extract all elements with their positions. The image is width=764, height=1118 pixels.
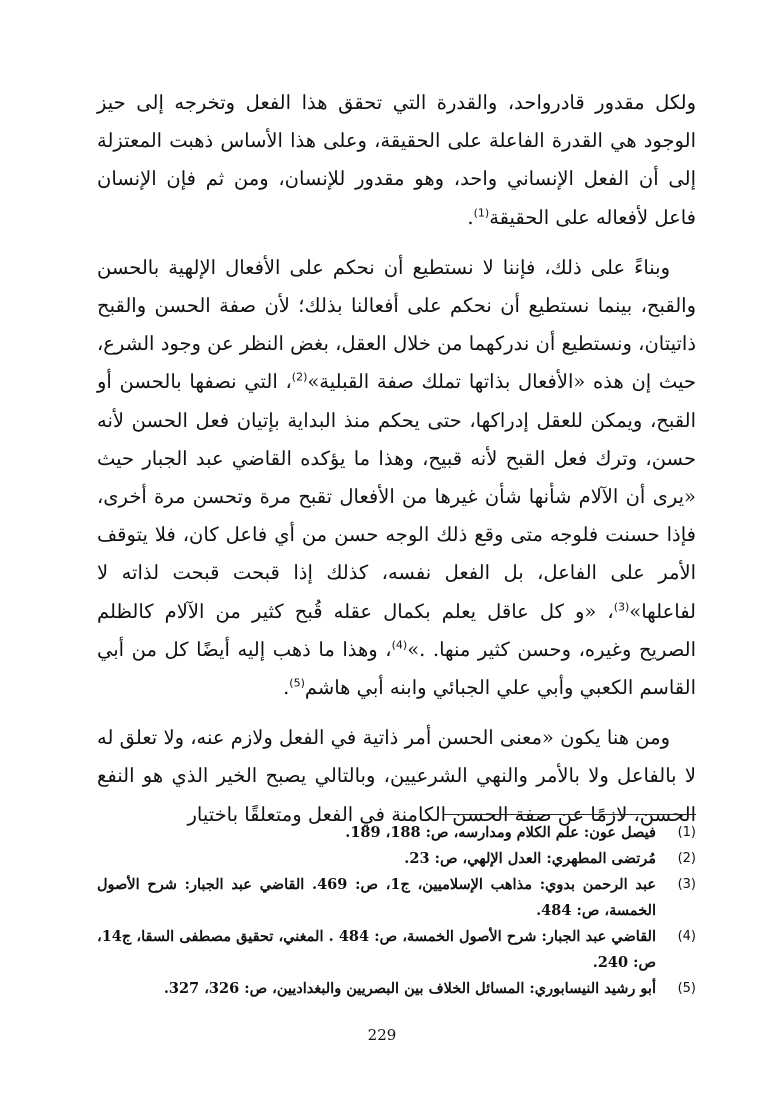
footnotes-list bbox=[97, 820, 696, 1002]
paragraph-3 bbox=[97, 719, 696, 834]
paragraph-2 bbox=[97, 249, 696, 707]
footnote-item bbox=[97, 846, 696, 872]
footnote-reference: (1) bbox=[473, 206, 490, 220]
footnote-number: (2) bbox=[677, 851, 696, 866]
footnote-number: (5) bbox=[677, 981, 696, 996]
paragraph-1 bbox=[97, 84, 696, 237]
footnote-text: فيصل عون: علم الكلام ومدارسه، ص: 188، 189. bbox=[345, 824, 656, 841]
footnote-text: القاضي عبد الجبار: شرح الأصول الخمسة، ص: 484 . المغني، تحقيق مصطفى السقا، ج14، ص: 240. bbox=[97, 928, 656, 971]
footnote-text: مُرتضى المطهري: العدل الإلهي، ص: 23. bbox=[404, 850, 656, 867]
footnote-item bbox=[97, 872, 696, 924]
paragraph-text-4: ، وهذا ما ذهب إليه أيضًا كل من أبي القاسم الكعبي وأبي علي الجبائي وابنه أبي هاشم bbox=[97, 637, 696, 700]
footnote-reference: (4) bbox=[391, 638, 408, 652]
footnote-text: أبو رشيد النيسابوري: المسائل الخلاف بين البصريين والبغداديين، ص: 326، 327. bbox=[163, 980, 656, 997]
paragraph-text-3: ، «و كل عاقل يعلم بكمال عقله قُبح كثير من الآلام كالظلم الصريح وغيره، وحسن كثير منها. .» bbox=[97, 599, 696, 661]
footnote-reference: (2) bbox=[291, 370, 308, 384]
paragraph-tail: . bbox=[283, 676, 290, 700]
paragraph-text: وبناءً على ذلك، فإننا لا نستطيع أن نحكم على الأفعال الإلهية بالحسن والقبح، بينما نستطيع أن نحكم على أفعالنا بذلك؛ لأن صفة الحسن والقبح ذاتيتان، ونستطيع أن ندركهما من خلال العقل، بغض النظر عن وجود الشرع، حيث إن هذه «الأفعال بذاتها تملك صفة القبلية» bbox=[97, 255, 697, 394]
paragraph-text-2: ، التي نصفها بالحسن أو القبح، ويمكن للعقل إدراكها، حتى يحكم منذ البداية بإتيان فعل الحسن لأنه حسن، وترك فعل القبح لأنه قبيح، وهذا ما يؤكده القاضي عبد الجبار حيث «يرى أن الآلام شأنها شأن غيرها من الأفعال تقبح مرة وتحسن مرة أخرى، فإذا حسنت فلوجه متى وقع ذلك الوجه حسن من أي فاعل كان، فلا يتوقف الأمر على الفاعل، بل الفعل نفسه، كذلك إذا قبحت قبحت لذاته لا لفاعلها» bbox=[97, 370, 696, 623]
footnote-text: عبد الرحمن بدوي: مذاهب الإسلاميين، ج1، ص: 469. القاضي عبد الجبار: شرح الأصول الخمسة، ص: 484. bbox=[97, 876, 656, 919]
paragraph-text: ولكل مقدور قادرواحد، والقدرة التي تحقق هذا الفعل وتخرجه إلى حيز الوجود هي القدرة الفاعلة على الحقيقة، وعلى هذا الأساس ذهبت المعتزلة إلى أن الفعل الإنساني واحد، وهو مقدور للإنسان، ومن ثم فإن الإنسان فاعل لأفعاله على الحقيقة bbox=[97, 91, 696, 229]
footnote-reference: (3) bbox=[613, 600, 630, 614]
paragraph-text: ومن هنا يكون «معنى الحسن أمر ذاتية في الفعل ولازم عنه، ولا تعلق له لا بالفاعل ولا بالأمر والنهي الشرعيين، وبالتالي يصبح الخير الذي هو النفع الحسن، لازمًا عن صفة الحسن الكامنة في الفعل ومتعلقًا باختيار bbox=[97, 726, 697, 826]
page-number: 229 bbox=[367, 1026, 397, 1044]
footnote-number: (4) bbox=[677, 929, 696, 944]
footnote-number: (1) bbox=[677, 825, 696, 840]
footnote-reference: (5) bbox=[289, 676, 305, 690]
paragraph-tail: . bbox=[467, 205, 474, 229]
footnote-item bbox=[97, 924, 696, 976]
main-text bbox=[97, 84, 696, 834]
footnote-separator bbox=[444, 814, 696, 815]
footnote-number: (3) bbox=[677, 877, 696, 892]
footnote-item bbox=[97, 976, 696, 1002]
footnote-item bbox=[97, 820, 696, 846]
